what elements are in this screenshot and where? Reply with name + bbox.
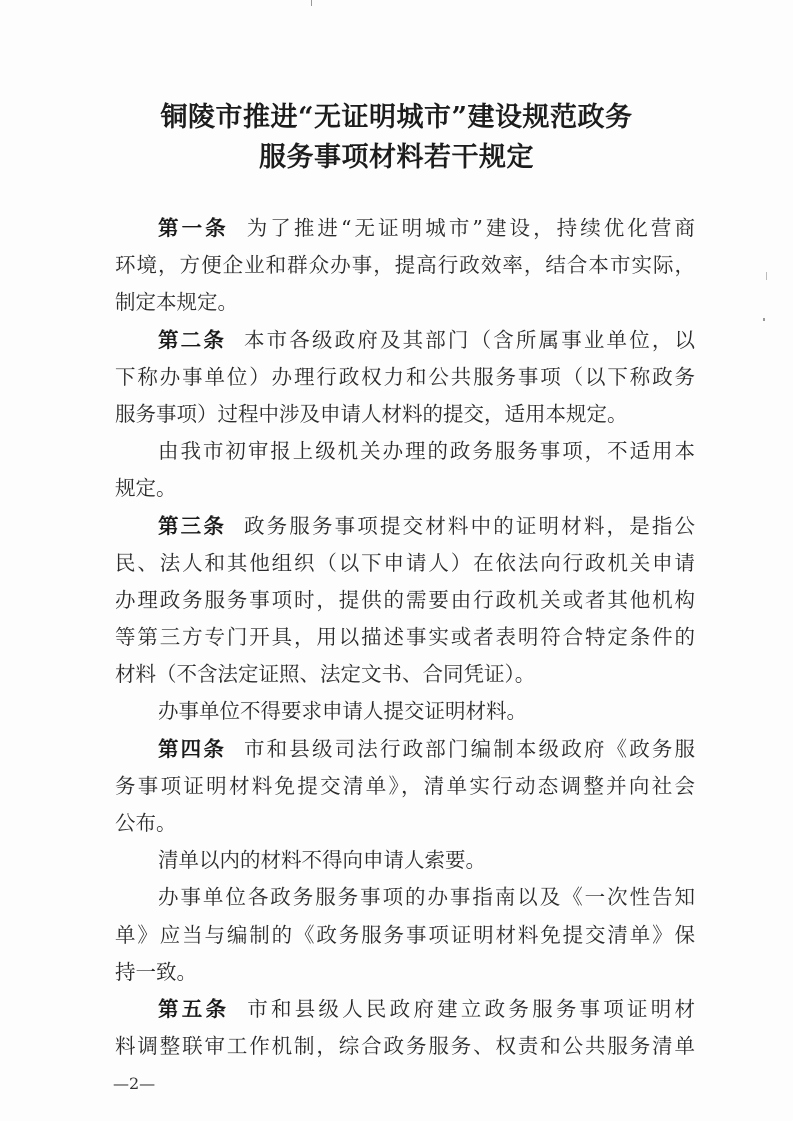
article-label: 第五条 bbox=[158, 996, 230, 1021]
text-line bbox=[115, 433, 695, 470]
line-text: 民、法人和其他组织（以下申请人）在依法向行政机关申请 bbox=[115, 550, 695, 575]
document-body bbox=[115, 210, 695, 1065]
title-line-2: 服务事项材料若干规定 bbox=[259, 142, 534, 173]
line-text: 办事单位各政务服务事项的办事指南以及《一次性告知 bbox=[158, 885, 695, 910]
article-paragraph bbox=[115, 508, 695, 694]
scan-mark bbox=[763, 318, 765, 321]
text-line bbox=[115, 470, 695, 507]
paragraph bbox=[115, 879, 695, 991]
article-paragraph bbox=[115, 991, 695, 1065]
line-text: 办事单位不得要求申请人提交证明材料。 bbox=[158, 699, 527, 724]
line-text: 单》应当与编制的《政务服务事项证明材料免提交清单》保 bbox=[115, 922, 695, 947]
text-line bbox=[115, 508, 695, 545]
line-text: 环境，方便企业和群众办事，提高行政效率，结合本市实际， bbox=[115, 253, 695, 278]
line-text: 公布。 bbox=[115, 811, 177, 835]
text-line bbox=[115, 396, 695, 433]
text-line bbox=[115, 768, 695, 805]
text-line bbox=[115, 545, 695, 582]
line-text: 市和县级司法行政部门编制本级政府《政务服 bbox=[243, 736, 695, 761]
text-line bbox=[115, 917, 695, 954]
text-line bbox=[115, 693, 695, 730]
article-paragraph bbox=[115, 731, 695, 843]
line-text: 本市各级政府及其部门（含所属事业单位，以 bbox=[243, 327, 695, 352]
text-line bbox=[115, 991, 695, 1028]
page-number: —2— bbox=[113, 1074, 156, 1093]
line-text: 清单以内的材料不得向申请人索要。 bbox=[158, 848, 486, 873]
article-paragraph bbox=[115, 322, 695, 434]
article-label: 第一条 bbox=[158, 216, 229, 240]
line-text: 等第三方专门开具，用以描述事实或者表明符合特定条件的 bbox=[115, 625, 695, 650]
line-text: 服务事项）过程中涉及申请人材料的提交，适用本规定。 bbox=[115, 401, 628, 426]
line-text: 政务服务事项提交材料中的证明材料，是指公 bbox=[243, 513, 695, 538]
line-text: 为了推进“无证明城市”建设，持续优化营商 bbox=[246, 216, 695, 240]
article-label: 第二条 bbox=[158, 327, 226, 352]
text-line bbox=[115, 842, 695, 879]
text-line bbox=[115, 582, 695, 619]
text-line bbox=[115, 1028, 695, 1065]
line-text: 制定本规定。 bbox=[115, 290, 238, 315]
text-line bbox=[115, 879, 695, 916]
article-paragraph bbox=[115, 210, 695, 322]
line-text: 务事项证明材料免提交清单》，清单实行动态调整并向社会 bbox=[115, 773, 695, 798]
paragraph bbox=[115, 693, 695, 730]
line-text: 规定。 bbox=[115, 476, 177, 501]
text-line bbox=[115, 954, 695, 991]
text-line bbox=[115, 359, 695, 396]
text-line bbox=[115, 731, 695, 768]
text-line bbox=[115, 656, 695, 693]
paragraph bbox=[115, 842, 695, 879]
scan-mark bbox=[311, 0, 312, 6]
text-line bbox=[115, 322, 695, 359]
text-line bbox=[115, 284, 695, 321]
article-label: 第四条 bbox=[158, 736, 226, 761]
line-text: 市和县级人民政府建立政务服务事项证明材 bbox=[247, 996, 695, 1021]
line-text: 持一致。 bbox=[115, 959, 197, 984]
title-line-1: 铜陵市推进“无证明城市”建设规范政务 bbox=[160, 102, 633, 133]
line-text: 料调整联审工作机制，综合政务服务、权责和公共服务清单 bbox=[115, 1034, 695, 1059]
text-line bbox=[115, 805, 695, 842]
text-line bbox=[115, 619, 695, 656]
article-label: 第三条 bbox=[158, 513, 226, 538]
line-text: 由我市初审报上级机关办理的政务服务事项，不适用本 bbox=[158, 439, 695, 464]
line-text: 材料（不含法定证照、法定文书、合同凭证）。 bbox=[115, 662, 536, 687]
line-text: 下称办事单位）办理行政权力和公共服务事项（以下称政务 bbox=[115, 364, 695, 389]
paragraph bbox=[115, 433, 695, 507]
scan-mark bbox=[766, 272, 767, 280]
text-line bbox=[115, 247, 695, 284]
line-text: 办理政务服务事项时，提供的需要由行政机关或者其他机构 bbox=[115, 587, 695, 612]
text-line bbox=[115, 210, 695, 247]
